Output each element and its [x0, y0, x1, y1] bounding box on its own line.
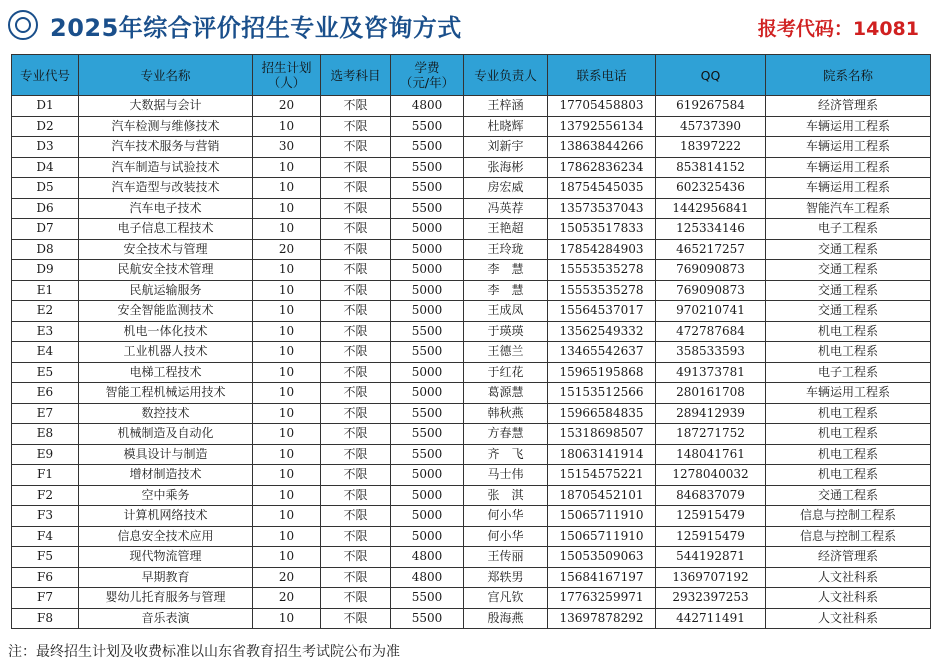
table-cell: 10	[253, 362, 321, 383]
table-cell: D5	[12, 178, 79, 199]
column-header: 招生计划 （人）	[253, 55, 321, 96]
table-cell: 大数据与会计	[79, 96, 253, 117]
table-cell: D7	[12, 219, 79, 240]
column-header: 专业名称	[79, 55, 253, 96]
table-cell: 机电工程系	[766, 321, 931, 342]
table-cell: 汽车制造与试验技术	[79, 157, 253, 178]
table-cell: 杜晓辉	[464, 116, 548, 137]
table-cell: 车辆运用工程系	[766, 178, 931, 199]
table-cell: 15053509063	[548, 547, 656, 568]
table-cell: 15153512566	[548, 383, 656, 404]
table-cell: F3	[12, 506, 79, 527]
table-row	[12, 219, 931, 240]
table-cell: 15684167197	[548, 567, 656, 588]
table-cell: 5500	[391, 342, 464, 363]
table-cell: 不限	[321, 362, 391, 383]
application-code: 报考代码：14081	[757, 18, 919, 40]
table-cell: 5000	[391, 239, 464, 260]
table-cell: 17862836234	[548, 157, 656, 178]
table-cell: 10	[253, 424, 321, 445]
table-cell: 不限	[321, 301, 391, 322]
table-row	[12, 567, 931, 588]
table-cell: 619267584	[656, 96, 766, 117]
table-cell: E4	[12, 342, 79, 363]
table-row	[12, 157, 931, 178]
table-cell: 10	[253, 116, 321, 137]
table-cell: 18705452101	[548, 485, 656, 506]
table-cell: 交通工程系	[766, 485, 931, 506]
table-cell: 人文社科系	[766, 567, 931, 588]
table-row	[12, 260, 931, 281]
table-cell: E8	[12, 424, 79, 445]
table-cell: 1278040032	[656, 465, 766, 486]
table-row	[12, 506, 931, 527]
table-cell: 4800	[391, 567, 464, 588]
column-header: 选考科目	[321, 55, 391, 96]
table-cell: 工业机器人技术	[79, 342, 253, 363]
table-cell: 18063141914	[548, 444, 656, 465]
table-cell: 10	[253, 465, 321, 486]
table-cell: F4	[12, 526, 79, 547]
table-cell: 王成凤	[464, 301, 548, 322]
table-cell: 人文社科系	[766, 588, 931, 609]
table-cell: 15965195868	[548, 362, 656, 383]
table-cell: 544192871	[656, 547, 766, 568]
table-cell: 车辆运用工程系	[766, 383, 931, 404]
table-cell: 交通工程系	[766, 260, 931, 281]
table-cell: 15065711910	[548, 506, 656, 527]
table-cell: 电梯工程技术	[79, 362, 253, 383]
table-cell: 1442956841	[656, 198, 766, 219]
table-cell: 10	[253, 219, 321, 240]
table-cell: 早期教育	[79, 567, 253, 588]
table-cell: 不限	[321, 547, 391, 568]
table-cell: 电子信息工程技术	[79, 219, 253, 240]
table-cell: 经济管理系	[766, 547, 931, 568]
table-cell: 王玲珑	[464, 239, 548, 260]
table-cell: 王德兰	[464, 342, 548, 363]
table-cell: 人文社科系	[766, 608, 931, 629]
table-row	[12, 280, 931, 301]
table-cell: 汽车造型与改装技术	[79, 178, 253, 199]
table-cell: 187271752	[656, 424, 766, 445]
table-cell: 交通工程系	[766, 280, 931, 301]
table-cell: 20	[253, 239, 321, 260]
table-cell: 358533593	[656, 342, 766, 363]
majors-table-container	[11, 54, 930, 629]
table-cell: 何小华	[464, 506, 548, 527]
circle-logo-icon	[8, 10, 38, 40]
table-cell: 王传丽	[464, 547, 548, 568]
table-cell: 机电工程系	[766, 465, 931, 486]
table-cell: E1	[12, 280, 79, 301]
table-cell: 15553535278	[548, 260, 656, 281]
table-cell: 增材制造技术	[79, 465, 253, 486]
table-cell: 846837079	[656, 485, 766, 506]
table-cell: 5000	[391, 485, 464, 506]
table-cell: 车辆运用工程系	[766, 137, 931, 158]
table-cell: 13792556134	[548, 116, 656, 137]
table-cell: 计算机网络技术	[79, 506, 253, 527]
table-cell: 13573537043	[548, 198, 656, 219]
table-cell: 不限	[321, 342, 391, 363]
table-cell: 10	[253, 178, 321, 199]
table-cell: 4800	[391, 547, 464, 568]
table-cell: 婴幼儿托育服务与管理	[79, 588, 253, 609]
table-cell: 信息与控制工程系	[766, 526, 931, 547]
table-cell: 20	[253, 588, 321, 609]
table-cell: 970210741	[656, 301, 766, 322]
table-cell: 18754545035	[548, 178, 656, 199]
table-cell: 不限	[321, 219, 391, 240]
table-cell: 13863844266	[548, 137, 656, 158]
table-cell: 125915479	[656, 526, 766, 547]
table-cell: 不限	[321, 567, 391, 588]
table-cell: 10	[253, 198, 321, 219]
table-cell: 10	[253, 383, 321, 404]
table-cell: E9	[12, 444, 79, 465]
table-cell: 10	[253, 260, 321, 281]
table-cell: 现代物流管理	[79, 547, 253, 568]
table-cell: 机电工程系	[766, 424, 931, 445]
table-cell: 30	[253, 137, 321, 158]
table-cell: 15154575221	[548, 465, 656, 486]
table-cell: 宫凡钦	[464, 588, 548, 609]
table-row	[12, 301, 931, 322]
table-cell: D9	[12, 260, 79, 281]
footer-note: 注：最终招生计划及收费标准以山东省教育招生考试院公布为准	[8, 644, 400, 660]
table-cell: 13562549332	[548, 321, 656, 342]
table-row	[12, 465, 931, 486]
table-row	[12, 116, 931, 137]
table-cell: D1	[12, 96, 79, 117]
majors-table	[11, 54, 931, 629]
table-row	[12, 444, 931, 465]
table-cell: 张海彬	[464, 157, 548, 178]
column-header: 联系电话	[548, 55, 656, 96]
table-cell: D2	[12, 116, 79, 137]
table-cell: 不限	[321, 403, 391, 424]
table-cell: D8	[12, 239, 79, 260]
table-body	[12, 96, 931, 629]
table-row	[12, 424, 931, 445]
table-cell: 10	[253, 506, 321, 527]
table-cell: 空中乘务	[79, 485, 253, 506]
table-cell: 465217257	[656, 239, 766, 260]
table-cell: 安全智能监测技术	[79, 301, 253, 322]
table-cell: 769090873	[656, 280, 766, 301]
table-cell: 5500	[391, 157, 464, 178]
table-cell: 280161708	[656, 383, 766, 404]
table-row	[12, 588, 931, 609]
table-cell: 不限	[321, 260, 391, 281]
table-cell: 853814152	[656, 157, 766, 178]
table-cell: 5000	[391, 260, 464, 281]
table-row	[12, 547, 931, 568]
table-row	[12, 342, 931, 363]
table-cell: 148041761	[656, 444, 766, 465]
table-cell: 不限	[321, 424, 391, 445]
table-cell: 2932397253	[656, 588, 766, 609]
table-cell: 郑轶男	[464, 567, 548, 588]
table-cell: 汽车检测与维修技术	[79, 116, 253, 137]
table-cell: 289412939	[656, 403, 766, 424]
table-cell: D6	[12, 198, 79, 219]
table-cell: 于红花	[464, 362, 548, 383]
table-cell: 何小华	[464, 526, 548, 547]
table-cell: 不限	[321, 506, 391, 527]
table-cell: F1	[12, 465, 79, 486]
table-cell: 房宏威	[464, 178, 548, 199]
table-cell: 5500	[391, 178, 464, 199]
table-cell: 齐 飞	[464, 444, 548, 465]
table-cell: 17854284903	[548, 239, 656, 260]
table-cell: 李 慧	[464, 280, 548, 301]
table-cell: 5000	[391, 362, 464, 383]
table-cell: 车辆运用工程系	[766, 157, 931, 178]
table-cell: 不限	[321, 383, 391, 404]
table-cell: 民航运输服务	[79, 280, 253, 301]
table-cell: 不限	[321, 178, 391, 199]
table-cell: 769090873	[656, 260, 766, 281]
table-cell: 442711491	[656, 608, 766, 629]
table-row	[12, 137, 931, 158]
table-cell: 不限	[321, 321, 391, 342]
table-row	[12, 526, 931, 547]
table-cell: E2	[12, 301, 79, 322]
table-header-row	[12, 55, 931, 96]
table-row	[12, 383, 931, 404]
table-cell: 不限	[321, 608, 391, 629]
table-cell: 5500	[391, 424, 464, 445]
table-cell: 15065711910	[548, 526, 656, 547]
table-row	[12, 178, 931, 199]
table-cell: 不限	[321, 239, 391, 260]
table-cell: 125915479	[656, 506, 766, 527]
table-row	[12, 239, 931, 260]
table-cell: 不限	[321, 96, 391, 117]
table-cell: 10	[253, 280, 321, 301]
table-cell: 5000	[391, 526, 464, 547]
table-cell: E6	[12, 383, 79, 404]
table-row	[12, 198, 931, 219]
table-cell: 472787684	[656, 321, 766, 342]
table-row	[12, 321, 931, 342]
table-cell: 5000	[391, 280, 464, 301]
column-header: 专业负责人	[464, 55, 548, 96]
table-cell: 机电一体化技术	[79, 321, 253, 342]
table-cell: 机电工程系	[766, 342, 931, 363]
table-cell: 于瑛瑛	[464, 321, 548, 342]
table-cell: 电子工程系	[766, 219, 931, 240]
column-header: 学费 （元/年）	[391, 55, 464, 96]
table-cell: 5500	[391, 321, 464, 342]
table-cell: 不限	[321, 526, 391, 547]
table-cell: 602325436	[656, 178, 766, 199]
table-cell: F2	[12, 485, 79, 506]
table-cell: 葛源慧	[464, 383, 548, 404]
table-cell: 10	[253, 403, 321, 424]
table-cell: 4800	[391, 96, 464, 117]
table-cell: 机电工程系	[766, 444, 931, 465]
table-cell: 智能汽车工程系	[766, 198, 931, 219]
table-cell: 不限	[321, 198, 391, 219]
table-cell: 不限	[321, 588, 391, 609]
table-cell: 汽车电子技术	[79, 198, 253, 219]
table-cell: F8	[12, 608, 79, 629]
table-cell: 音乐表演	[79, 608, 253, 629]
table-cell: 冯英荐	[464, 198, 548, 219]
table-cell: 15318698507	[548, 424, 656, 445]
table-cell: 5000	[391, 465, 464, 486]
table-cell: E3	[12, 321, 79, 342]
table-cell: 20	[253, 567, 321, 588]
page-header	[0, 0, 943, 52]
table-cell: 王艳超	[464, 219, 548, 240]
table-cell: 不限	[321, 465, 391, 486]
column-header: 院系名称	[766, 55, 931, 96]
table-cell: 交通工程系	[766, 239, 931, 260]
table-cell: 数控技术	[79, 403, 253, 424]
table-row	[12, 403, 931, 424]
table-cell: 电子工程系	[766, 362, 931, 383]
table-cell: 5500	[391, 588, 464, 609]
table-cell: 智能工程机械运用技术	[79, 383, 253, 404]
table-cell: 民航安全技术管理	[79, 260, 253, 281]
table-cell: 5000	[391, 219, 464, 240]
table-cell: 15966584835	[548, 403, 656, 424]
table-cell: 不限	[321, 157, 391, 178]
table-cell: F6	[12, 567, 79, 588]
table-cell: 5000	[391, 301, 464, 322]
table-cell: 信息与控制工程系	[766, 506, 931, 527]
table-cell: E5	[12, 362, 79, 383]
table-row	[12, 362, 931, 383]
table-cell: 5500	[391, 198, 464, 219]
table-cell: E7	[12, 403, 79, 424]
table-cell: 刘新宇	[464, 137, 548, 158]
table-cell: 殷海燕	[464, 608, 548, 629]
table-cell: 不限	[321, 137, 391, 158]
table-cell: 10	[253, 321, 321, 342]
table-cell: 5500	[391, 608, 464, 629]
table-cell: 45737390	[656, 116, 766, 137]
table-cell: 10	[253, 157, 321, 178]
table-cell: 李 慧	[464, 260, 548, 281]
column-header: 专业代号	[12, 55, 79, 96]
table-cell: F5	[12, 547, 79, 568]
table-cell: D4	[12, 157, 79, 178]
table-cell: 张 淇	[464, 485, 548, 506]
table-cell: 10	[253, 301, 321, 322]
table-cell: 1369707192	[656, 567, 766, 588]
table-cell: 10	[253, 485, 321, 506]
table-row	[12, 485, 931, 506]
table-cell: 15553535278	[548, 280, 656, 301]
table-cell: 不限	[321, 116, 391, 137]
table-cell: 5000	[391, 383, 464, 404]
table-cell: 125334146	[656, 219, 766, 240]
table-cell: 10	[253, 526, 321, 547]
table-cell: 5500	[391, 444, 464, 465]
table-cell: 马士伟	[464, 465, 548, 486]
table-cell: 安全技术与管理	[79, 239, 253, 260]
table-cell: 18397222	[656, 137, 766, 158]
table-cell: 模具设计与制造	[79, 444, 253, 465]
table-cell: 5500	[391, 116, 464, 137]
table-cell: 经济管理系	[766, 96, 931, 117]
table-cell: 不限	[321, 485, 391, 506]
table-cell: 机械制造及自动化	[79, 424, 253, 445]
table-cell: 10	[253, 547, 321, 568]
table-cell: 不限	[321, 280, 391, 301]
table-cell: 信息安全技术应用	[79, 526, 253, 547]
table-cell: 15053517833	[548, 219, 656, 240]
table-cell: 10	[253, 342, 321, 363]
table-cell: 王梓涵	[464, 96, 548, 117]
table-cell: 20	[253, 96, 321, 117]
table-cell: 机电工程系	[766, 403, 931, 424]
table-cell: 韩秋燕	[464, 403, 548, 424]
table-cell: 491373781	[656, 362, 766, 383]
table-cell: 17763259971	[548, 588, 656, 609]
table-cell: F7	[12, 588, 79, 609]
table-cell: D3	[12, 137, 79, 158]
table-cell: 车辆运用工程系	[766, 116, 931, 137]
table-cell: 10	[253, 608, 321, 629]
table-row	[12, 608, 931, 629]
table-cell: 不限	[321, 444, 391, 465]
table-cell: 方春慧	[464, 424, 548, 445]
table-cell: 13465542637	[548, 342, 656, 363]
table-cell: 17705458803	[548, 96, 656, 117]
table-cell: 15564537017	[548, 301, 656, 322]
table-cell: 5500	[391, 403, 464, 424]
page-title: 2025年综合评价招生专业及咨询方式	[50, 14, 462, 42]
column-header: QQ	[656, 55, 766, 96]
table-row	[12, 96, 931, 117]
table-cell: 5500	[391, 137, 464, 158]
table-cell: 5000	[391, 506, 464, 527]
table-cell: 交通工程系	[766, 301, 931, 322]
table-cell: 10	[253, 444, 321, 465]
table-cell: 13697878292	[548, 608, 656, 629]
table-cell: 汽车技术服务与营销	[79, 137, 253, 158]
